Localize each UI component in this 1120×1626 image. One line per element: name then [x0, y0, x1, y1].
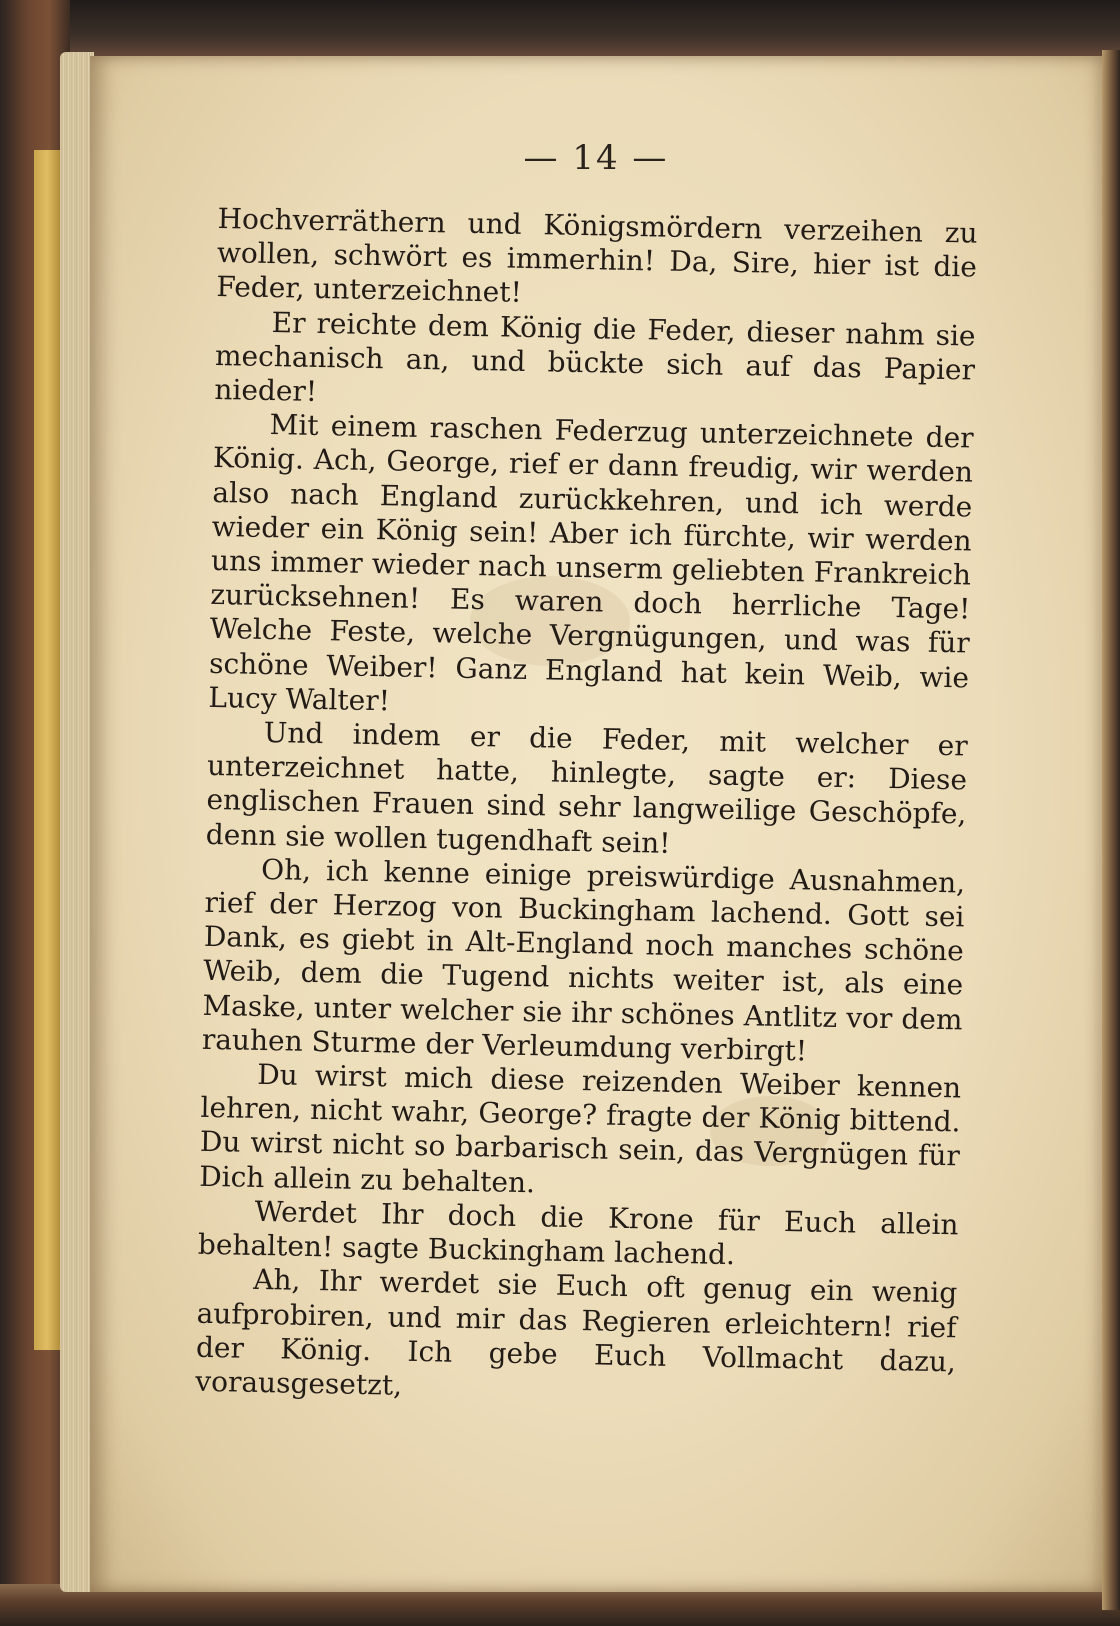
paragraph: Du wirst mich diese reizenden Weiber kennen lehren, nicht wahr, George? fragte der König bittend. Du wirst nicht so barbarisch sein, das Vergnügen für Dich allein zu behalten.	[198, 1057, 962, 1199]
paragraph: Mit einem raschen Federzug unterzeichnete der König. Ach, George, rief er dann freudig, wir werden also nach England zurückkehren, und ich werde wieder ein König sein! Aber ich fürchte, wir werden uns immer wieder nach unserm geliebten Frankreich zurücksehnen! Es waren doch herrliche Tage! Welche Feste, welche Vergnügungen, und was für schöne Weiber! Ganz England hat kein Weib, wie Lucy Walter!	[208, 408, 974, 718]
book-cover-top-edge	[0, 0, 1120, 60]
bookmark-strip	[34, 150, 60, 1350]
paper-page	[90, 56, 1102, 1592]
paragraph: Oh, ich kenne einige preiswürdige Ausnahmen, rief der Herzog von Buckingham lachend. Gott sei Dank, es giebt in Alt-England noch manches schöne Weib, dem die Tugend nichts weiter ist, als eine Maske, unter welcher sie ihr schönes Antlitz vor dem rauhen Sturme der Verleumdung verbirgt!	[201, 852, 966, 1068]
paragraph: Und indem er die Feder, mit welcher er unterzeichnet hatte, hinlegte, sagte er: Diese englischen Frauen sind sehr langweilige Geschöpfe, denn sie wollen tugendhaft sein!	[205, 716, 969, 860]
paragraph: Er reichte dem König die Feder, dieser nahm sie mechanisch an, und bückte sich auf das Papier nieder!	[214, 305, 976, 408]
paragraph: Hochverräthern und Königsmördern verzeihen zu wollen, schwört es immerhin! Da, Sire, hier ist die Feder, unterzeichnet!	[216, 202, 978, 310]
page-stack-edges	[60, 52, 94, 1592]
body-text	[195, 202, 978, 1413]
page-number: — 14 —	[523, 138, 669, 178]
book-spine-right-edge	[1102, 50, 1120, 1610]
paragraph: Werdet Ihr doch die Krone für Euch allein behalten! sagte Buckingham lachend.	[197, 1194, 959, 1272]
paragraph: Ah, Ihr werdet sie Euch oft genug ein wenig aufprobiren, und mir das Regieren erleichtern! rief der König. Ich gebe Euch Vollmacht dazu, vorausgesetzt,	[195, 1263, 958, 1402]
